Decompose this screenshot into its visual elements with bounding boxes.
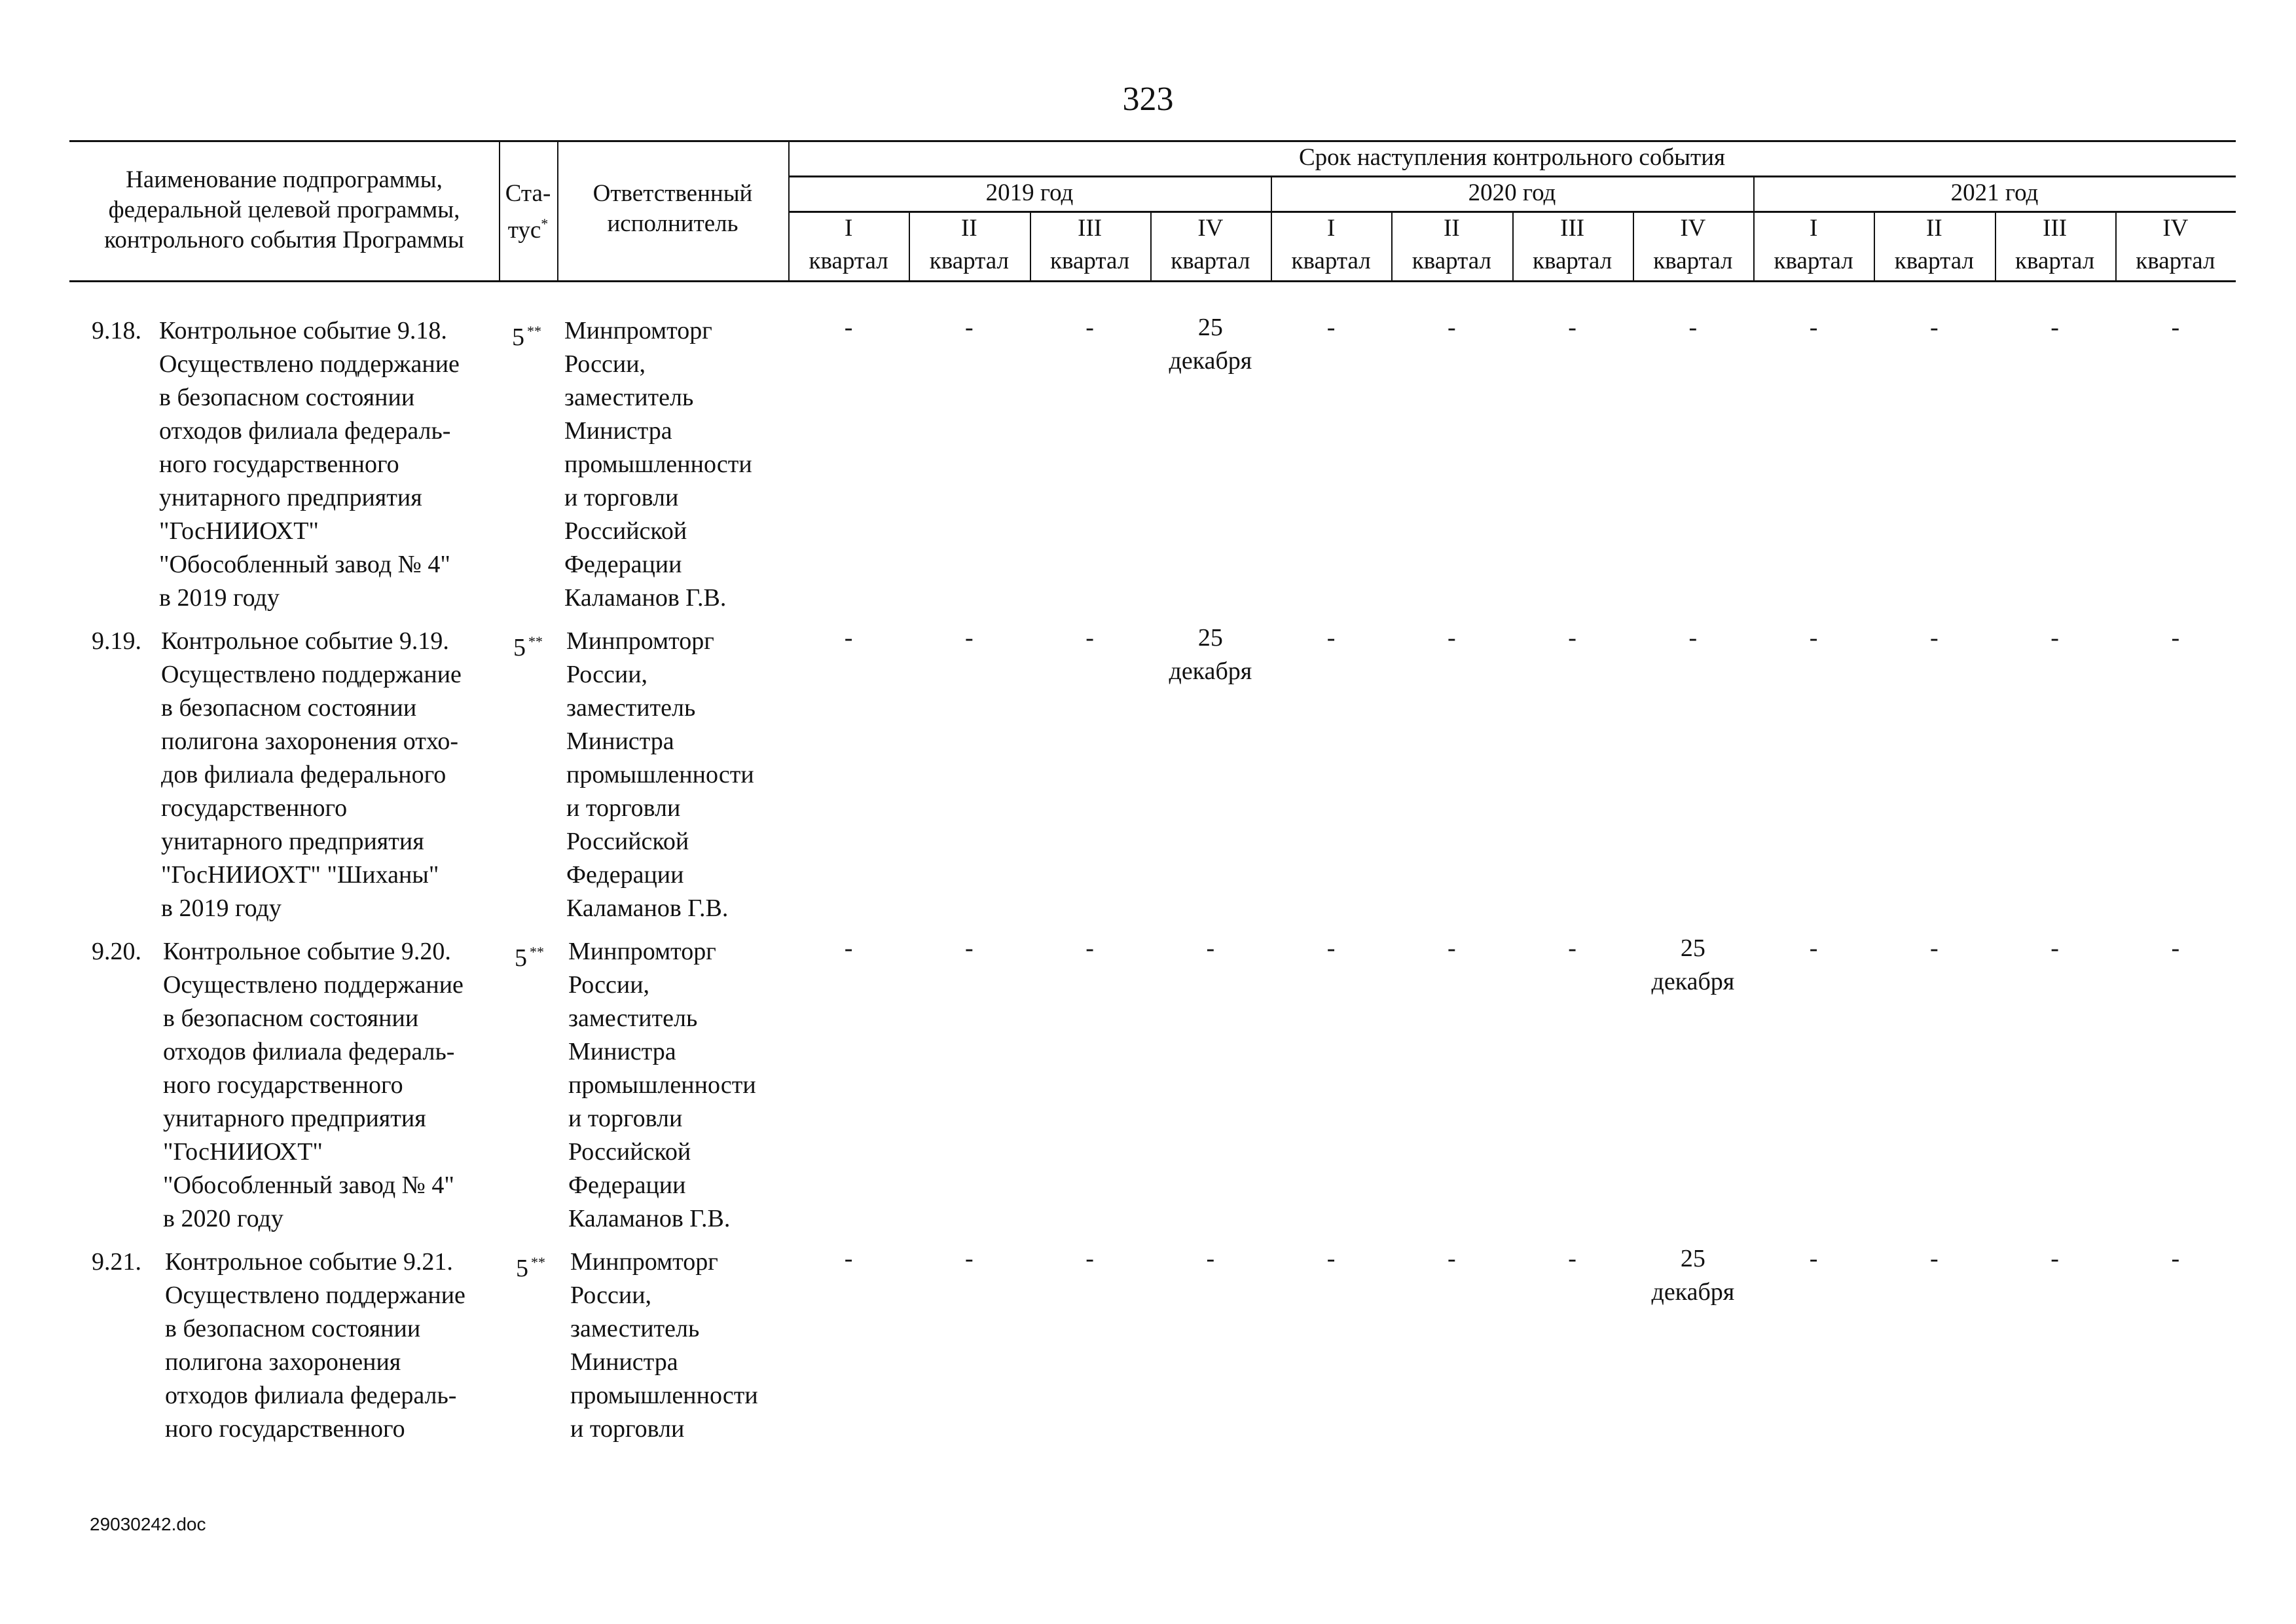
row-name-line: дов филиала федерального: [161, 761, 446, 788]
row-number: 9.18.: [92, 317, 141, 344]
row-quarter-value: 25: [1197, 624, 1223, 652]
row-name-line: в 2019 году: [161, 895, 282, 922]
row-quarter-value: -: [1568, 1245, 1576, 1272]
row-quarter-value: -: [1085, 314, 1094, 341]
row-executor-line: Министра: [566, 728, 674, 755]
row-quarter-value: -: [1809, 934, 1818, 962]
row-status: [515, 935, 544, 975]
row-quarter-value: -: [1809, 314, 1818, 341]
row-name-line: государственного: [161, 794, 348, 822]
header-quarter-numeral: II: [1444, 215, 1460, 242]
row-executor-line: Федерации: [564, 551, 682, 578]
row-quarter-value: -: [1448, 624, 1456, 652]
row-executor-line: заместитель: [564, 384, 694, 411]
header-year: 2020 год: [1468, 179, 1556, 206]
row-executor-line: промышленности: [570, 1382, 758, 1409]
header-status-line: [499, 209, 557, 246]
row-quarter-value: -: [965, 624, 974, 652]
header-top-rule: [69, 140, 2236, 142]
row-quarter-value: -: [844, 624, 853, 652]
row-name-line: Контрольное событие 9.21.: [165, 1248, 453, 1276]
row-quarter-value: -: [1809, 1245, 1818, 1272]
row-name-line: Осуществлено поддержание: [161, 661, 462, 688]
header-quarter-word: квартал: [2136, 248, 2215, 274]
row-executor-line: России,: [566, 661, 648, 688]
row-name-line: "Обособленный завод № 4": [163, 1172, 454, 1199]
row-quarter-value: декабря: [1651, 1278, 1735, 1306]
row-executor-line: и торговли: [570, 1415, 685, 1443]
row-quarter-value: -: [2171, 1245, 2180, 1272]
row-quarter-value: -: [1448, 314, 1456, 341]
row-quarter-value: -: [1568, 624, 1576, 652]
header-year: 2021 год: [1950, 179, 2039, 206]
row-name-line: полигона захоронения отхо-: [161, 728, 459, 755]
row-quarter-value: -: [1568, 314, 1576, 341]
row-quarter-value: -: [1930, 624, 1939, 652]
row-quarter-value: -: [1206, 934, 1215, 962]
row-quarter-value: -: [844, 934, 853, 962]
row-quarter-value: -: [1568, 934, 1576, 962]
row-name-line: Осуществлено поддержание: [163, 971, 464, 999]
row-quarter-value: декабря: [1651, 968, 1735, 995]
row-quarter-value: -: [1206, 1245, 1215, 1272]
row-name-line: унитарного предприятия: [163, 1105, 426, 1132]
row-quarter-value: -: [1448, 934, 1456, 962]
header-quarter-word: квартал: [1774, 248, 1853, 274]
row-executor-line: Министра: [568, 1038, 676, 1065]
row-quarter-value: декабря: [1169, 657, 1252, 685]
row-executor-line: промышленности: [568, 1071, 756, 1099]
row-executor-line: и торговли: [568, 1105, 683, 1132]
row-quarter-value: -: [1930, 314, 1939, 341]
header-name-line: Наименование подпрограммы,: [126, 166, 443, 193]
row-name-line: унитарного предприятия: [159, 484, 422, 511]
row-quarter-value: -: [1085, 624, 1094, 652]
row-name-line: отходов филиала федераль-: [159, 417, 451, 445]
row-status-mark: **: [531, 1254, 545, 1270]
row-status-mark: **: [530, 944, 544, 960]
row-name-line: Контрольное событие 9.19.: [161, 627, 449, 655]
header-year-rule: [788, 175, 2236, 177]
row-name-line: Контрольное событие 9.18.: [159, 317, 447, 344]
header-quarter-numeral: I: [1809, 215, 1818, 242]
row-quarter-value: -: [2050, 1245, 2059, 1272]
row-quarter-value: -: [2171, 314, 2180, 341]
row-name-line: ного государственного: [159, 451, 399, 478]
header-quarter-numeral: I: [1326, 215, 1336, 242]
header-name-line: федеральной целевой программы,: [108, 196, 460, 223]
row-name-line: в безопасном состоянии: [159, 384, 415, 411]
header-quarter-word: квартал: [1050, 248, 1130, 274]
header-quarter-numeral: IV: [2162, 215, 2189, 242]
header-quarter-word: квартал: [2015, 248, 2095, 274]
row-name-line: в безопасном состоянии: [161, 694, 417, 722]
header-quarter-numeral: I: [844, 215, 853, 242]
row-executor-line: Каламанов Г.В.: [566, 895, 729, 922]
row-name-line: "Обособленный завод № 4": [159, 551, 450, 578]
row-name-line: ного государственного: [165, 1415, 405, 1443]
row-status-value: 5: [513, 634, 526, 661]
row-status-value: 5: [512, 323, 524, 351]
row-quarter-value: -: [2050, 624, 2059, 652]
row-quarter-value: -: [1326, 314, 1336, 341]
row-quarter-value: -: [844, 1245, 853, 1272]
row-status-value: 5: [515, 944, 527, 972]
header-executor-line: исполнитель: [607, 210, 738, 237]
row-status-mark: **: [528, 633, 543, 650]
row-executor-line: Минпромторг: [568, 938, 716, 965]
row-executor-line: Министра: [570, 1348, 678, 1376]
header-quarter-numeral: IV: [1680, 215, 1706, 242]
row-quarter-value: -: [1326, 1245, 1336, 1272]
row-name-line: в безопасном состоянии: [163, 1005, 419, 1032]
row-quarter-value: -: [1930, 1245, 1939, 1272]
row-quarter-value: 25: [1680, 1245, 1705, 1272]
header-executor-line: Ответственный: [592, 180, 753, 207]
row-quarter-value: -: [965, 314, 974, 341]
row-name-line: полигона захоронения: [165, 1348, 401, 1376]
row-executor-line: и торговли: [566, 794, 681, 822]
header-status-mark: *: [541, 215, 549, 232]
row-quarter-value: -: [844, 314, 853, 341]
row-executor-line: России,: [564, 350, 646, 378]
row-executor-line: Российской: [568, 1138, 691, 1166]
header-name-line: контрольного события Программы: [104, 227, 464, 253]
row-executor-line: промышленности: [566, 761, 754, 788]
row-quarter-value: 25: [1680, 934, 1705, 962]
row-status-value: 5: [516, 1255, 528, 1282]
row-name-line: отходов филиала федераль-: [165, 1382, 457, 1409]
row-status: [512, 314, 541, 354]
row-name-line: "ГосНИИОХТ": [163, 1138, 323, 1166]
row-name-line: в 2019 году: [159, 584, 280, 612]
row-quarter-value: -: [1085, 1245, 1094, 1272]
row-executor-line: России,: [570, 1282, 652, 1309]
header-quarter-word: квартал: [1533, 248, 1613, 274]
row-name-line: унитарного предприятия: [161, 828, 424, 855]
row-executor-line: Минпромторг: [564, 317, 712, 344]
row-executor-line: Российской: [566, 828, 689, 855]
row-executor-line: Минпромторг: [566, 627, 714, 655]
row-quarter-value: -: [1930, 934, 1939, 962]
row-name-line: "ГосНИИОХТ" "Шиханы": [161, 861, 439, 889]
row-quarter-value: -: [1326, 934, 1336, 962]
header-quarter-numeral: IV: [1197, 215, 1224, 242]
row-executor-line: Министра: [564, 417, 672, 445]
header-quarter-numeral: II: [1926, 215, 1942, 242]
row-executor-line: Каламанов Г.В.: [568, 1205, 731, 1232]
row-executor-line: и торговли: [564, 484, 679, 511]
row-quarter-value: -: [2050, 314, 2059, 341]
row-executor-line: Федерации: [566, 861, 684, 889]
row-quarter-value: -: [1688, 314, 1698, 341]
row-name-line: отходов филиала федераль-: [163, 1038, 455, 1065]
page-number: 323: [1122, 81, 1174, 118]
row-name-line: в безопасном состоянии: [165, 1315, 421, 1342]
row-quarter-value: -: [965, 1245, 974, 1272]
header-deadline-title: Срок наступления контрольного события: [1298, 144, 1726, 171]
row-executor-line: Минпромторг: [570, 1248, 718, 1276]
row-status-mark: **: [527, 323, 541, 339]
row-number: 9.20.: [92, 938, 141, 965]
row-number: 9.21.: [92, 1248, 141, 1276]
row-name-line: Осуществлено поддержание: [165, 1282, 465, 1309]
row-executor-line: заместитель: [568, 1005, 698, 1032]
row-executor-line: Российской: [564, 517, 687, 545]
row-executor-line: заместитель: [570, 1315, 700, 1342]
row-quarter-value: -: [1688, 624, 1698, 652]
row-status: [516, 1246, 545, 1285]
header-quarter-word: квартал: [929, 248, 1009, 274]
row-quarter-value: -: [1326, 624, 1336, 652]
header-year: 2019 год: [985, 179, 1074, 206]
row-executor-line: промышленности: [564, 451, 752, 478]
header-quarter-word: квартал: [1653, 248, 1733, 274]
row-name-line: ного государственного: [163, 1071, 403, 1099]
header-quarter-word: квартал: [1894, 248, 1974, 274]
row-quarter-value: -: [2171, 624, 2180, 652]
row-name-line: Осуществлено поддержание: [159, 350, 460, 378]
row-quarter-value: -: [1809, 624, 1818, 652]
row-number: 9.19.: [92, 627, 141, 655]
header-quarter-numeral: III: [1560, 215, 1585, 242]
row-executor-line: Каламанов Г.В.: [564, 584, 727, 612]
row-name-line: "ГосНИИОХТ": [159, 517, 319, 545]
row-quarter-value: декабря: [1169, 347, 1252, 375]
row-executor-line: заместитель: [566, 694, 696, 722]
row-executor-line: Федерации: [568, 1172, 686, 1199]
row-quarter-value: -: [2050, 934, 2059, 962]
header-quarter-word: квартал: [1171, 248, 1250, 274]
row-quarter-value: -: [1085, 934, 1094, 962]
row-executor-line: России,: [568, 971, 650, 999]
row-status: [513, 625, 543, 665]
header-quarter-numeral: III: [2043, 215, 2068, 242]
header-status-text: тус: [507, 217, 541, 244]
header-quarter-word: квартал: [1412, 248, 1491, 274]
header-status-line: Ста-: [505, 180, 551, 207]
header-quarter-word: квартал: [1291, 248, 1371, 274]
row-quarter-value: -: [2171, 934, 2180, 962]
row-name-line: в 2020 году: [163, 1205, 283, 1232]
row-quarter-value: -: [965, 934, 974, 962]
row-quarter-value: 25: [1197, 314, 1223, 341]
header-quarter-numeral: II: [961, 215, 977, 242]
header-bottom-rule: [69, 280, 2236, 282]
footer-filename: 29030242.doc: [90, 1514, 206, 1534]
row-quarter-value: -: [1448, 1245, 1456, 1272]
header-quarter-numeral: III: [1078, 215, 1102, 242]
header-quarter-word: квартал: [809, 248, 888, 274]
row-name-line: Контрольное событие 9.20.: [163, 938, 451, 965]
